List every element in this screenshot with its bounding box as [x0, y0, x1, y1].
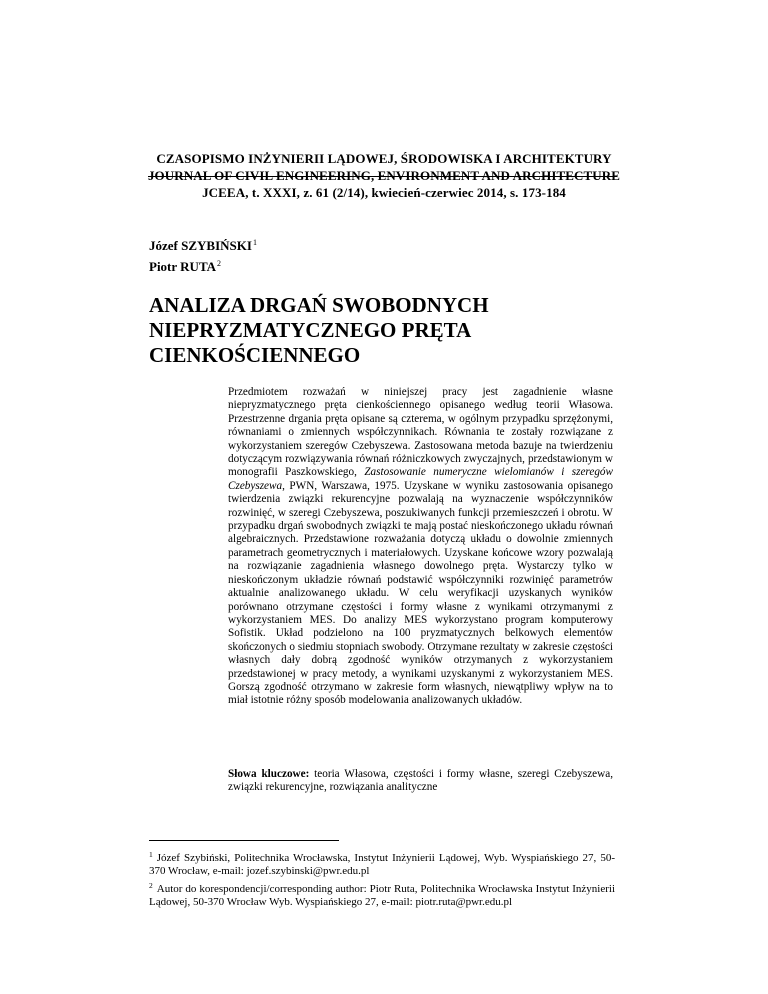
author-1 — [149, 234, 257, 255]
keywords-text: teoria Własowa, częstości i formy własne, szeregi Czebyszewa, związki rekurencyjne, rozwiązania analityczne — [228, 768, 613, 794]
title-line: ANALIZA DRGAŃ SWOBODNYCH — [149, 293, 489, 317]
author-name: Józef SZYBIŃSKI — [149, 238, 252, 253]
footnote-mark: 2 — [149, 880, 153, 890]
header-rule — [148, 176, 617, 177]
keywords-label: Słowa kluczowe: — [228, 768, 310, 780]
journal-name-english: JOURNAL OF CIVIL ENGINEERING, ENVIRONMENT AND ARCHITECTURE — [147, 168, 621, 183]
journal-name-polish: CZASOPISMO INŻYNIERII LĄDOWEJ, ŚRODOWISKA I ARCHITEKTURY — [156, 151, 612, 166]
author-footnote-mark: 1 — [252, 238, 257, 247]
footnote-1 — [149, 848, 615, 879]
footnote-text: Józef Szybiński, Politechnika Wrocławska, Instytut Inżynierii Lądowej, Wyb. Wyspiańskiego 27, 50-370 Wrocław, e-mail: jozef.szybinski@pwr.edu.pl — [149, 852, 615, 878]
abstract-text-continued: , PWN, Warszawa, 1975. Uzyskane w wyniku zastosowania opisanego twierdzenia związki rekurencyjne pozwalają na wyznaczenie współczynników rozwinięć, w szeregi Czebyszewa, poszukiwanych funkcji przemieszczeń i obrotu. W przypadku drgań swobodnych związki te mają postać nieskończonego układu równań algebraicznych. Przedstawione rozważania dotyczą układu o dowolnie zmiennych parametrach geometrycznych i materiałowych. Uzyskane końcowe wzory pozwalają na rozwiązanie zagadnienia własnego dowolnego pręta. Wystarczy tylko w nieskończonym układzie równań podstawić współczynniki rozwinięć parametrów aktualnie analizowanego układu. W celu weryfikacji uzyskanych wyników porównano otrzymane częstości i formy własne z wynikami otrzymanymi z wykorzystaniem MES. Do analizy MES wykorzystano program komputerowy Sofistik. Układ podzielono na 100 pryzmatycznych belkowych elementów skończonych o siedmiu stopniach swobody. Otrzymane rezultaty w zakresie częstości własnych dały dobrą zgodność wyników otrzymanych z wykorzystaniem przedstawionej w pracy metody, a wynikami uzyskanymi z wykorzystaniem MES. Gorszą zgodność otrzymano w zakresie form własnych, niewątpliwy wpływ na to miał istotnie różny sposób modelowania analizowanych układów. — [228, 479, 613, 707]
issue-info: JCEEA, t. XXXI, z. 61 (2/14), kwiecień-czerwiec 2014, s. 173-184 — [202, 185, 566, 200]
abstract — [228, 386, 613, 708]
title-line: NIEPRYZMATYCZNEGO PRĘTA — [149, 318, 472, 342]
author-name: Piotr RUTA — [149, 259, 217, 274]
abstract-text: Przedmiotem rozważań w niniejszej pracy jest zagadnienie własne niepryzmatycznego pręta cienkościennego opisanego według teorii Własowa. Przestrzenne drgania pręta opisane są czterema, w ogólnym przypadku sprzężonymi, równaniami o zmiennych współczynnikach. Równania te zostały rozwiązane z wykorzystaniem szeregów Czebyszewa. Zastosowana metoda bazuje na twierdzeniu dotyczącym rozwiązywania równań różniczkowych zwyczajnych, przedstawionym w monografii Paszkowskiego, — [228, 386, 613, 479]
keywords — [228, 768, 613, 795]
footnotes — [149, 848, 615, 909]
footnote-mark: 1 — [149, 850, 153, 859]
author-footnote-mark: 2 — [217, 259, 222, 268]
title-line: CIENKOŚCIENNEGO — [149, 343, 361, 367]
footnote-rule — [149, 840, 339, 841]
abstract-cited-book-title: Zastosowanie numeryczne wielomianów i szeregów Czebyszewa — [228, 466, 613, 492]
footnote-text: Autor do korespondencji/corresponding author: Piotr Ruta, Politechnika Wrocławska Instytut Inżynierii Lądowej, 50-370 Wrocław Wyb. Wyspiańskiego 27, e-mail: piotr.ruta@pwr.edu.pl — [149, 882, 615, 908]
author-2 — [149, 255, 257, 276]
footnote-2 — [149, 879, 615, 910]
author-list — [149, 234, 257, 276]
paper-title — [149, 293, 489, 368]
